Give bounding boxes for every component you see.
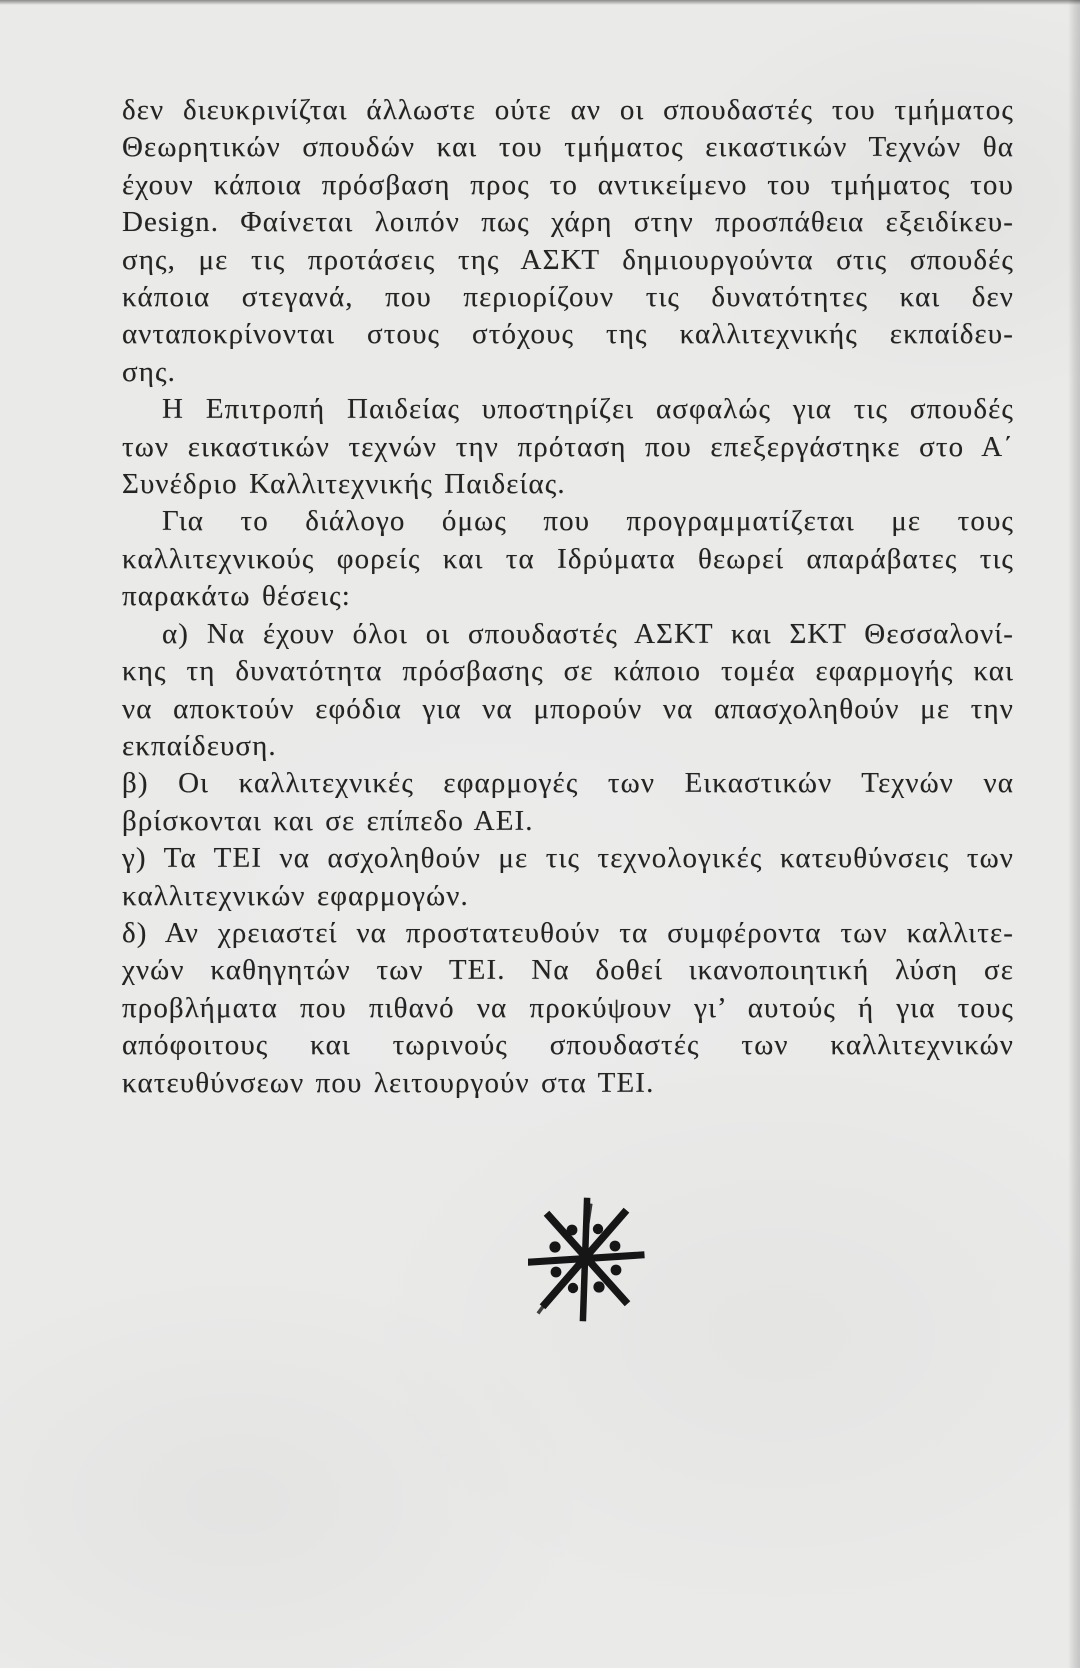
text-line: παρακάτω θέσεις: bbox=[122, 580, 351, 613]
text-line: Θεωρητικών σπουδών και του τμήματος εικαστικών Τεχνών θα bbox=[122, 131, 1014, 164]
text-line: καλλιτεχνικούς φορείς και τα Ιδρύματα θεωρεί απαράβατες τις bbox=[122, 542, 1014, 575]
text-line: προβλήματα που πιθανό να προκύψουν γι’ αυτούς ή για τους bbox=[122, 991, 1014, 1024]
text-line: χνών καθηγητών των ΤΕΙ. Να δοθεί ικανοποιητική λύση σε bbox=[122, 954, 1014, 987]
text-line: απόφοιτους και τωρινούς σπουδαστές των καλλιτεχνικών bbox=[122, 1029, 1014, 1062]
paragraph bbox=[122, 92, 1014, 391]
paragraph bbox=[122, 840, 1014, 915]
text-line: γ) Τα ΤΕΙ να ασχοληθούν με τις τεχνολογικές κατευθύνσεις των bbox=[122, 842, 1014, 875]
text-line: β) Οι καλλιτεχνικές εφαρμογές των Εικαστικών Τεχνών να bbox=[122, 767, 1014, 800]
text-line: δ) Αν χρειαστεί να προστατευθούν τα συμφέροντα των καλλιτε- bbox=[122, 916, 1014, 949]
paragraph bbox=[122, 503, 1014, 615]
paragraph bbox=[122, 391, 1014, 503]
text-line: Για το διάλογο όμως που προγραμματίζεται με τους bbox=[162, 505, 1014, 538]
text-line: κάποια στεγανά, που περιορίζουν τις δυνατότητες και δεν bbox=[122, 281, 1014, 314]
scan-top-edge-shadow bbox=[0, 0, 1080, 5]
scan-right-edge-shadow bbox=[1068, 0, 1080, 1668]
text-line: να αποκτούν εφόδια για να μπορούν να απασχοληθούν με την bbox=[122, 692, 1014, 725]
text-line: κης τη δυνατότητα πρόσβασης σε κάποιο τομέα εφαρμογής και bbox=[122, 655, 1014, 688]
section-end-ornament bbox=[528, 1196, 646, 1324]
asterisk-star-icon bbox=[528, 1196, 646, 1324]
text-line: βρίσκονται και σε επίπεδο ΑΕΙ. bbox=[122, 804, 534, 837]
text-line: α) Να έχουν όλοι οι σπουδαστές ΑΣΚΤ και ΣΚΤ Θεσσαλονί- bbox=[162, 617, 1014, 650]
paragraph bbox=[122, 765, 1014, 840]
text-line: των εικαστικών τεχνών την πρόταση που επεξεργάστηκε στο Α΄ bbox=[122, 430, 1014, 463]
text-line: κατευθύνσεων που λειτουργούν στα ΤΕΙ. bbox=[122, 1066, 655, 1099]
text-line: σης, με τις προτάσεις της ΑΣΚΤ δημιουργούντα στις σπουδές bbox=[122, 243, 1014, 276]
text-line: Design. Φαίνεται λοιπόν πως χάρη στην προσπάθεια εξειδίκευ- bbox=[122, 206, 1014, 239]
text-line: Συνέδριο Καλλιτεχνικής Παιδείας. bbox=[122, 468, 566, 501]
text-line: σης. bbox=[122, 355, 176, 388]
text-line: έχουν κάποια πρόσβαση προς το αντικείμενο του τμήματος του bbox=[122, 168, 1014, 201]
text-line: δεν διευκρινίζται άλλωστε ούτε αν οι σπουδαστές του τμήματος bbox=[122, 94, 1014, 126]
paragraph bbox=[122, 616, 1014, 766]
text-line: καλλιτεχνικών εφαρμογών. bbox=[122, 879, 469, 912]
text-line: Η Επιτροπή Παιδείας υποστηρίζει ασφαλώς για τις σπουδές bbox=[162, 393, 1014, 426]
text-line: ανταποκρίνονται στους στόχους της καλλιτεχνικής εκπαίδευ- bbox=[122, 318, 1014, 351]
text-line: εκπαίδευση. bbox=[122, 729, 277, 762]
body-text bbox=[122, 92, 1014, 1102]
paragraph bbox=[122, 915, 1014, 1102]
